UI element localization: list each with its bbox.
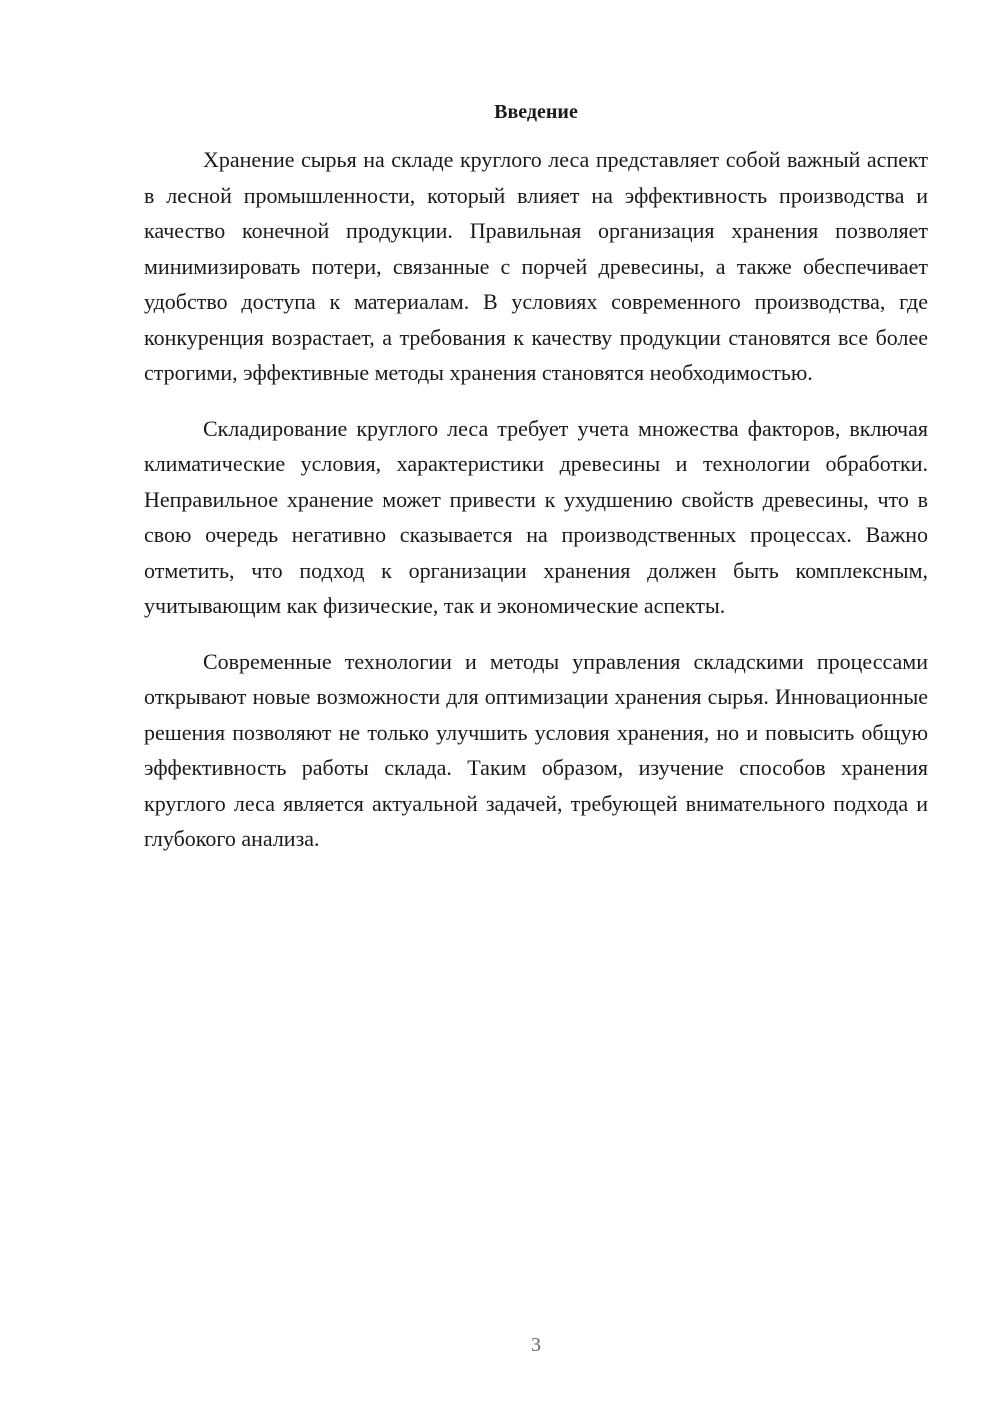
paragraph-3: Современные технологии и методы управления складскими процессами открывают новые возможности для оптимизации хранения сырья. Инновационные решения позволяют не только улучшить условия хранения, но и повысить общую эффективность работы склада. Таким образом, изучение способов хранения круглого леса является актуальной задачей, требующей внимательного подхода и глубокого анализа. (144, 648, 928, 851)
document-body (144, 142, 928, 877)
page-number: 3 (531, 1334, 541, 1356)
paragraph-1: Хранение сырья на складе круглого леса представляет собой важный аспект в лесной промышленности, который влияет на эффективность производства и качество конечной продукции. Правильная организация хранения позволяет минимизировать потери, связанные с порчей древесины, а также обеспечивает удобство доступа к материалам. В условиях современного производства, где конкуренция возрастает, а требования к качеству продукции становятся все более строгими, эффективные методы хранения становятся необходимостью. (144, 147, 928, 385)
page-title: Введение (494, 101, 578, 123)
paragraph-2: Складирование круглого леса требует учета множества факторов, включая климатические условия, характеристики древесины и технологии обработки. Неправильное хранение может привести к ухудшению свойств древесины, что в свою очередь негативно сказывается на производственных процессах. Важно отметить, что подход к организации хранения должен быть комплексным, учитывающим как физические, так и экономические аспекты. (144, 415, 928, 618)
